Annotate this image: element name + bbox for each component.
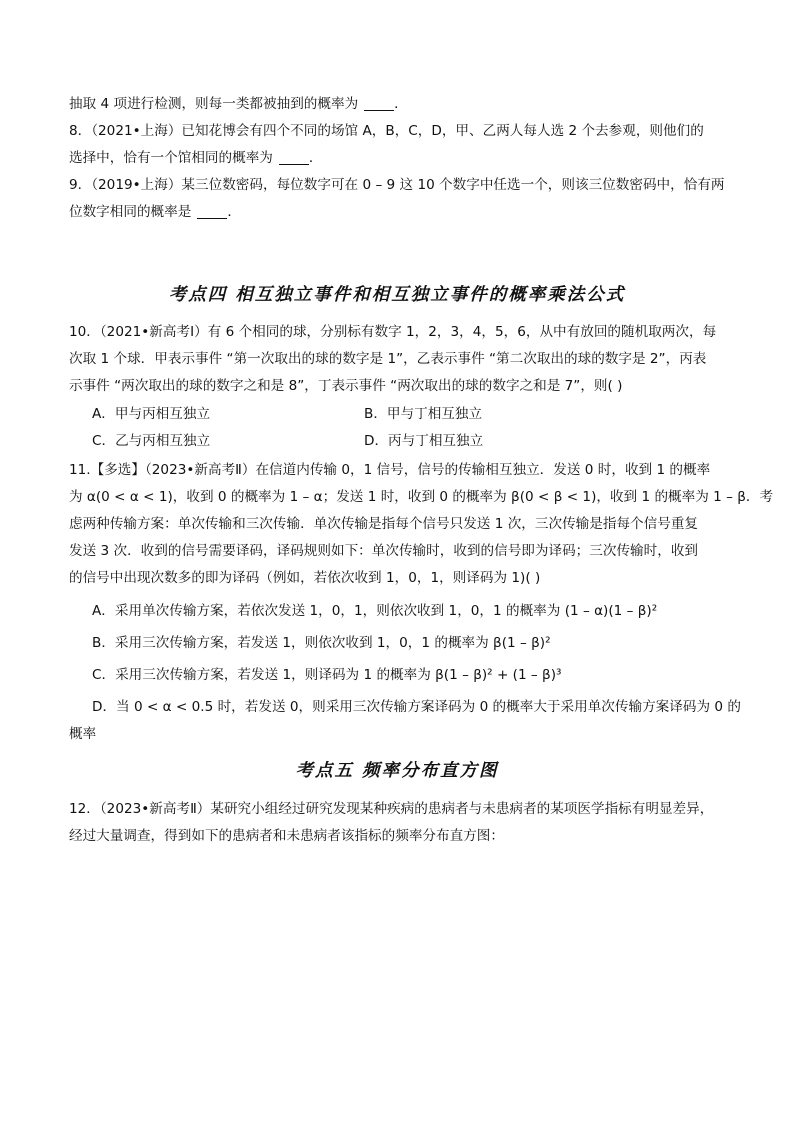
section-heading-5: 考点五 频率分布直方图 — [295, 761, 499, 781]
q12-line1: 12．（2023•新高考Ⅱ）某研究小组经过研究发现某种疾病的患病者与未患病者的某项医学指标有明显差异， — [69, 801, 714, 817]
answer-blank — [279, 150, 309, 165]
q7-tail-line — [69, 94, 729, 114]
q11-line3: 虑两种传输方案：单次传输和三次传输．单次传输是指每个信号只发送 1 次，三次传输是指每个信号重复 — [69, 516, 699, 532]
section-heading-4: 考点四 相互独立事件和相互独立事件的概率乘法公式 — [168, 285, 626, 305]
answer-blank — [197, 204, 227, 219]
q8-line1: 8．（2021•上海）已知花博会有四个不同的场馆 A，B，C，D，甲、乙两人每人选 2 个去参观，则他们的 — [69, 123, 704, 139]
period: ． — [308, 150, 323, 166]
q11-line1: 11.【多选】（2023•新高考Ⅱ）在信道内传输 0，1 信号，信号的传输相互独立．发送 0 时，收到 1 的概率 — [69, 462, 711, 478]
q10-option-a: A．甲与丙相互独立 — [92, 406, 211, 422]
answer-blank — [364, 96, 394, 111]
period: ． — [394, 96, 408, 112]
q8-line2 — [69, 148, 729, 168]
q11-option-d-line2: 概率 — [69, 726, 97, 742]
q10-options-row1 — [92, 404, 752, 424]
q9-line2-text: 位数字相同的概率是 — [69, 204, 192, 220]
q10-option-d: D．丙与丁相互独立 — [364, 433, 484, 449]
q11-option-b: B．采用三次传输方案，若发送 1，则依次收到 1，0，1 的概率为 β(1 – β)² — [92, 635, 551, 651]
q11-line5: 的信号中出现次数多的即为译码（例如，若依次收到 1，0，1，则译码为 1)( ) — [69, 570, 541, 586]
q11-option-c: C．采用三次传输方案，若发送 1，则译码为 1 的概率为 β(1 – β)² + (1 – β)³ — [92, 667, 562, 683]
period: ． — [227, 204, 241, 220]
q10-options-row2 — [92, 431, 752, 451]
q11-option-d-line1: D．当 0 < α < 0.5 时，若发送 0，则采用三次传输方案译码为 0 的概率大于采用单次传输方案译码为 0 的 — [92, 699, 741, 715]
q10-line2: 次取 1 个球．甲表示事件 “第一次取出的球的数字是 1”，乙表示事件 “第二次取出的球的数字是 2”，丙表 — [69, 351, 707, 367]
q8-line2-text: 选择中，恰有一个馆相同的概率为 — [69, 150, 273, 166]
q10-option-b: B．甲与丁相互独立 — [364, 406, 483, 422]
q9-line2 — [69, 202, 729, 222]
q11-line4: 发送 3 次．收到的信号需要译码，译码规则如下：单次传输时，收到的信号即为译码；三次传输时，收到 — [69, 543, 699, 559]
q9-line1: 9．（2019•上海）某三位数密码，每位数字可在 0 – 9 这 10 个数字中任选一个，则该三位数密码中，恰有两 — [69, 177, 725, 193]
q10-option-c: C．乙与丙相互独立 — [92, 433, 211, 449]
q7-tail-text: 抽取 4 项进行检测，则每一类都被抽到的概率为 — [69, 96, 359, 112]
q10-line1: 10．（2021•新高考Ⅰ）有 6 个相同的球，分别标有数字 1，2，3，4，5，6，从中有放回的随机取两次，每 — [69, 324, 717, 340]
q11-option-a: A．采用单次传输方案，若依次发送 1，0，1，则依次收到 1，0，1 的概率为 (1 – α)(1 – β)² — [92, 603, 658, 619]
q12-line2: 经过大量调查，得到如下的患病者和未患病者该指标的频率分布直方图： — [69, 828, 504, 844]
q11-line2: 为 α(0 < α < 1)，收到 0 的概率为 1 – α；发送 1 时，收到 0 的概率为 β(0 < β < 1)，收到 1 的概率为 1 – β．考 — [69, 489, 774, 505]
q10-line3: 示事件 “两次取出的球的数字之和是 8”，丁表示事件 “两次取出的球的数字之和是 7”，则( ) — [69, 378, 623, 394]
